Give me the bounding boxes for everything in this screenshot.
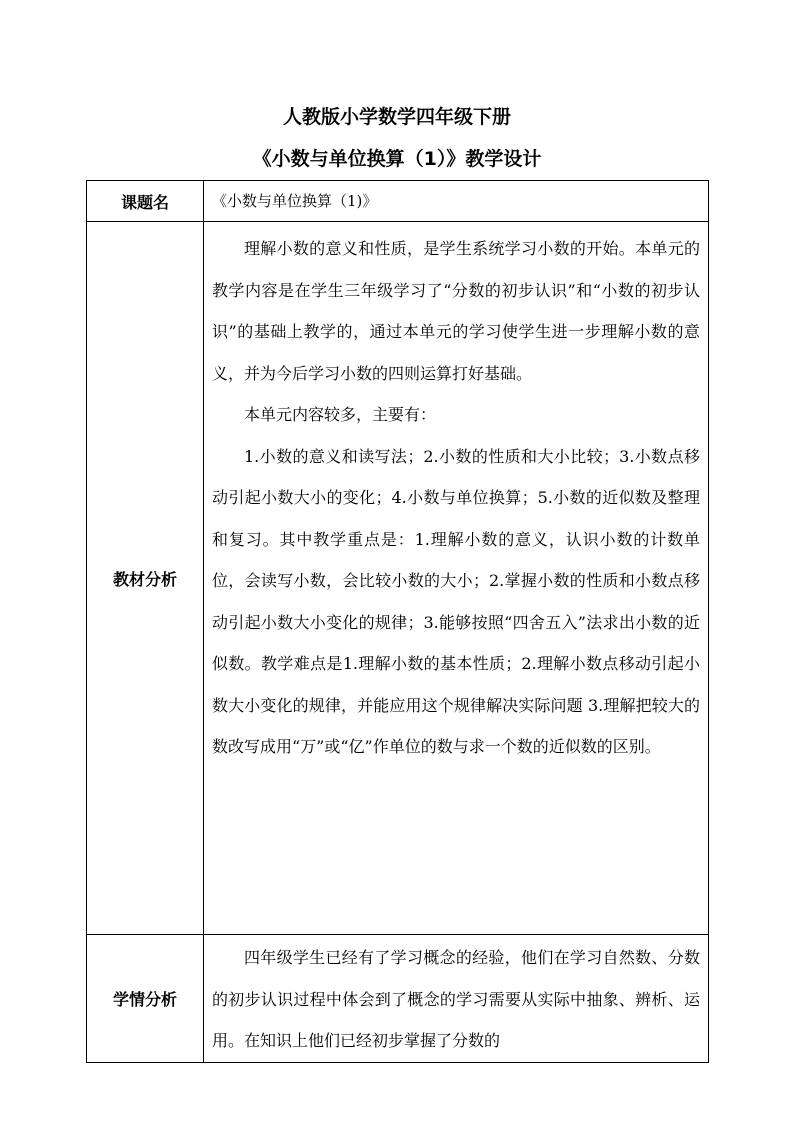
topic-text: 《小数与单位换算（1)》 <box>212 192 378 210</box>
row-label-topic: 课题名 <box>87 181 204 222</box>
paragraph: 理解小数的意义和性质，是学生系统学习小数的开始。本单元的教学内容是在学生三年级学习了“分数的初步认识”和“小数的初步认识”的基础上教学的，通过本单元的学习使学生进一步理解小数的意义，并为今后学习小数的四则运算打好基础。 <box>212 239 700 383</box>
row-content-student-analysis <box>204 935 709 1063</box>
row-label-material-analysis: 教材分析 <box>87 222 204 935</box>
table-row <box>87 181 709 222</box>
row-content-topic <box>204 181 709 222</box>
paragraph: 四年级学生已经有了学习概念的经验，他们在学习自然数、分数的初步认识过程中体会到了概念的学习需要从实际中抽象、辨析、运用。在知识上他们已经初步掌握了分数的 <box>212 948 700 1050</box>
paragraph: 1.小数的意义和读写法；2.小数的性质和大小比较；3.小数点移动引起小数大小的变化；4.小数与单位换算；5.小数的近似数及整理和复习。其中教学重点是：1.理解小数的意义，认识小数的计数单位，会读写小数，会比较小数的大小；2.掌握小数的性质和小数点移动引起小数大小变化的规律；3.能够按照“四舍五入”法求出小数的近似数。教学难点是1.理解小数的基本性质；2.理解小数点移动引起小数大小变化的规律，并能应用这个规律解决实际问题 3.理解把较大的数改写成用“万”或“亿”作单位的数与求一个数的近似数的区别。 <box>212 446 700 756</box>
row-label-student-analysis: 学情分析 <box>87 935 204 1063</box>
table-row <box>87 935 709 1063</box>
table-row <box>87 222 709 935</box>
row-content-material-analysis <box>204 222 709 935</box>
paragraph: 本单元内容较多，主要有： <box>244 405 437 424</box>
document-title: 人教版小学数学四年级下册 <box>282 106 511 128</box>
lesson-plan-table <box>86 180 709 1063</box>
document-subtitle: 《小数与单位换算（1）》教学设计 <box>252 148 542 170</box>
